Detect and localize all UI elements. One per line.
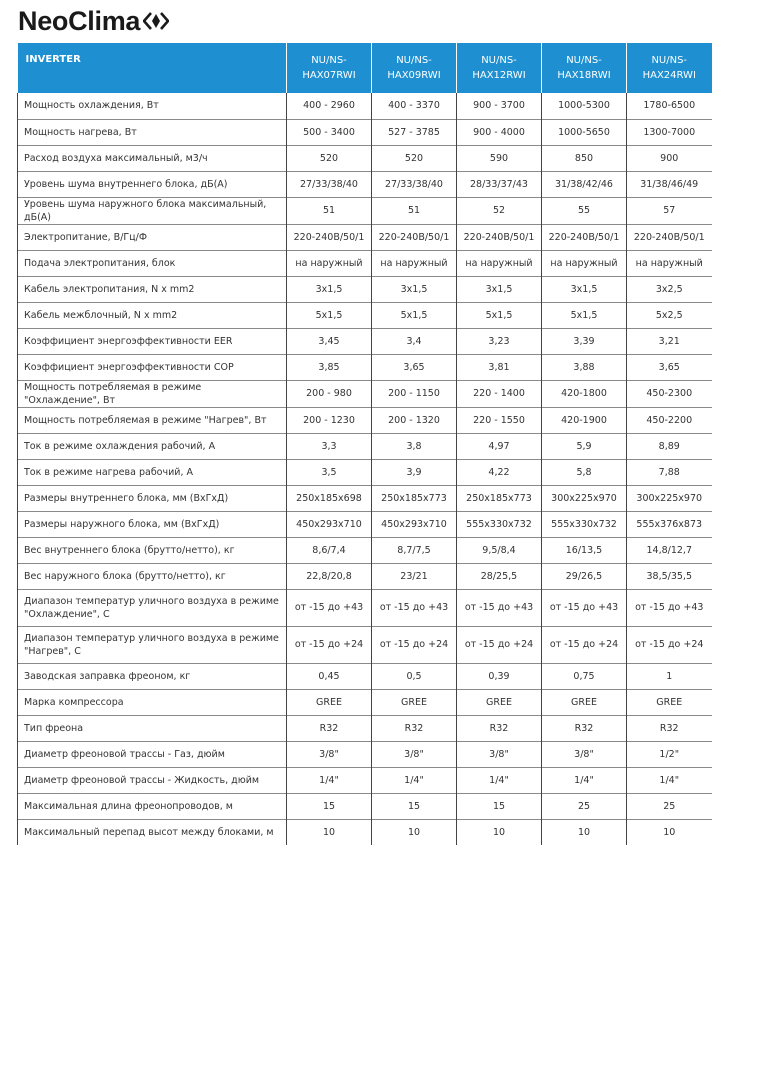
table-cell: 1/4"	[372, 767, 457, 793]
table-cell: GREE	[457, 689, 542, 715]
table-cell: 200 - 1230	[287, 407, 372, 433]
table-cell: 420-1900	[542, 407, 627, 433]
table-cell: 200 - 1150	[372, 380, 457, 407]
table-row	[18, 119, 712, 145]
row-label: Максимальный перепад высот между блоками, м	[18, 819, 287, 845]
table-cell: 3,23	[457, 328, 542, 354]
table-cell: 1780-6500	[627, 93, 712, 119]
table-cell: от -15 до +24	[542, 626, 627, 663]
table-cell: 23/21	[372, 563, 457, 589]
model-header: NU/NS- HAX18RWI	[542, 43, 627, 93]
table-cell: 3/8"	[457, 741, 542, 767]
table-cell: 1000-5650	[542, 119, 627, 145]
table-cell: 3,8	[372, 433, 457, 459]
table-cell: 220 - 1400	[457, 380, 542, 407]
table-row	[18, 626, 712, 663]
table-cell: 0,75	[542, 663, 627, 689]
table-cell: 220-240В/50/1	[457, 224, 542, 250]
table-cell: 1	[627, 663, 712, 689]
table-cell: 3x1,5	[287, 276, 372, 302]
table-cell: 7,88	[627, 459, 712, 485]
table-row	[18, 171, 712, 197]
table-row	[18, 715, 712, 741]
table-cell: 200 - 980	[287, 380, 372, 407]
table-cell: 31/38/46/49	[627, 171, 712, 197]
table-cell: 5,8	[542, 459, 627, 485]
table-cell: 5x2,5	[627, 302, 712, 328]
table-cell: 555x330x732	[457, 511, 542, 537]
table-cell: от -15 до +24	[457, 626, 542, 663]
row-label: Ток в режиме охлаждения рабочий, А	[18, 433, 287, 459]
table-cell: 5x1,5	[287, 302, 372, 328]
table-cell: 250x185x773	[372, 485, 457, 511]
table-row	[18, 589, 712, 626]
table-cell: 0,39	[457, 663, 542, 689]
table-row	[18, 433, 712, 459]
table-row	[18, 819, 712, 845]
table-cell: 16/13,5	[542, 537, 627, 563]
table-cell: 8,7/7,5	[372, 537, 457, 563]
table-row	[18, 767, 712, 793]
table-cell: R32	[457, 715, 542, 741]
table-cell: 1/4"	[542, 767, 627, 793]
model-header: NU/NS- HAX24RWI	[627, 43, 712, 93]
table-row	[18, 380, 712, 407]
row-label: Уровень шума наружного блока максимальный, дБ(А)	[18, 197, 287, 224]
table-cell: 15	[457, 793, 542, 819]
table-cell: 300x225x970	[627, 485, 712, 511]
table-cell: от -15 до +43	[542, 589, 627, 626]
table-cell: 200 - 1320	[372, 407, 457, 433]
table-cell: 500 - 3400	[287, 119, 372, 145]
table-cell: 55	[542, 197, 627, 224]
row-label: Заводская заправка фреоном, кг	[18, 663, 287, 689]
table-cell: 450-2200	[627, 407, 712, 433]
table-cell: 220-240В/50/1	[627, 224, 712, 250]
table-row	[18, 537, 712, 563]
table-row	[18, 485, 712, 511]
table-cell: 15	[372, 793, 457, 819]
row-label: Диаметр фреоновой трассы - Газ, дюйм	[18, 741, 287, 767]
table-header-row	[18, 43, 712, 93]
brand-logo	[18, 3, 169, 39]
row-label: Мощность нагрева, Вт	[18, 119, 287, 145]
table-cell: 520	[372, 145, 457, 171]
table-row	[18, 407, 712, 433]
table-cell: 527 - 3785	[372, 119, 457, 145]
row-label: Мощность охлаждения, Вт	[18, 93, 287, 119]
table-cell: 57	[627, 197, 712, 224]
row-label: Максимальная длина фреонопроводов, м	[18, 793, 287, 819]
table-cell: 900	[627, 145, 712, 171]
brand-name: NeoClima	[18, 5, 141, 36]
table-cell: 3x1,5	[372, 276, 457, 302]
table-row	[18, 511, 712, 537]
table-cell: 900 - 3700	[457, 93, 542, 119]
table-row	[18, 302, 712, 328]
table-row	[18, 224, 712, 250]
table-cell: 1/2"	[627, 741, 712, 767]
row-label: Мощность потребляемая в режиме "Нагрев", Вт	[18, 407, 287, 433]
table-row	[18, 459, 712, 485]
table-row	[18, 197, 712, 224]
table-body	[18, 93, 712, 845]
row-label: Уровень шума внутреннего блока, дБ(А)	[18, 171, 287, 197]
table-cell: 420-1800	[542, 380, 627, 407]
table-cell: 220-240В/50/1	[542, 224, 627, 250]
table-cell: GREE	[372, 689, 457, 715]
model-header: NU/NS- HAX12RWI	[457, 43, 542, 93]
table-cell: 51	[287, 197, 372, 224]
table-cell: на наружный	[287, 250, 372, 276]
table-cell: от -15 до +43	[287, 589, 372, 626]
table-cell: 5x1,5	[542, 302, 627, 328]
table-cell: 3,85	[287, 354, 372, 380]
row-label: Расход воздуха максимальный, м3/ч	[18, 145, 287, 171]
table-cell: 3,3	[287, 433, 372, 459]
table-cell: 14,8/12,7	[627, 537, 712, 563]
table-cell: 300x225x970	[542, 485, 627, 511]
table-cell: 8,89	[627, 433, 712, 459]
table-row	[18, 328, 712, 354]
table-cell: R32	[287, 715, 372, 741]
model-header: NU/NS- HAX09RWI	[372, 43, 457, 93]
table-cell: 25	[542, 793, 627, 819]
table-cell: 1/4"	[457, 767, 542, 793]
table-cell: 3,81	[457, 354, 542, 380]
row-label: Марка компрессора	[18, 689, 287, 715]
table-cell: от -15 до +24	[627, 626, 712, 663]
row-label: Диапазон температур уличного воздуха в режиме "Нагрев", С	[18, 626, 287, 663]
table-cell: 29/26,5	[542, 563, 627, 589]
table-cell: GREE	[542, 689, 627, 715]
table-cell: 3,5	[287, 459, 372, 485]
table-cell: на наружный	[457, 250, 542, 276]
row-label: Коэффициент энергоэффективности COP	[18, 354, 287, 380]
table-cell: 10	[287, 819, 372, 845]
table-cell: 3/8"	[542, 741, 627, 767]
row-label: Вес наружного блока (брутто/нетто), кг	[18, 563, 287, 589]
table-cell: 3,4	[372, 328, 457, 354]
table-cell: 1000-5300	[542, 93, 627, 119]
table-cell: 220-240В/50/1	[287, 224, 372, 250]
table-cell: 3x1,5	[457, 276, 542, 302]
row-label: Диапазон температур уличного воздуха в режиме "Охлаждение", С	[18, 589, 287, 626]
table-cell: от -15 до +43	[457, 589, 542, 626]
table-cell: 3,65	[627, 354, 712, 380]
table-cell: 450-2300	[627, 380, 712, 407]
table-cell: 450x293x710	[287, 511, 372, 537]
table-cell: от -15 до +24	[287, 626, 372, 663]
table-cell: 3x2,5	[627, 276, 712, 302]
table-cell: 3/8"	[372, 741, 457, 767]
table-cell: 25	[627, 793, 712, 819]
table-cell: 220 - 1550	[457, 407, 542, 433]
row-label: Электропитание, В/Гц/Ф	[18, 224, 287, 250]
table-cell: 28/25,5	[457, 563, 542, 589]
table-cell: 3,39	[542, 328, 627, 354]
table-row	[18, 250, 712, 276]
row-label: Мощность потребляемая в режиме "Охлаждение", Вт	[18, 380, 287, 407]
table-cell: 3,88	[542, 354, 627, 380]
table-cell: 38,5/35,5	[627, 563, 712, 589]
row-label: Ток в режиме нагрева рабочий, А	[18, 459, 287, 485]
table-row	[18, 563, 712, 589]
table-row	[18, 741, 712, 767]
table-row	[18, 276, 712, 302]
table-cell: 27/33/38/40	[287, 171, 372, 197]
table-cell: 4,22	[457, 459, 542, 485]
table-cell: 900 - 4000	[457, 119, 542, 145]
table-cell: 3,45	[287, 328, 372, 354]
table-row	[18, 663, 712, 689]
table-cell: 10	[627, 819, 712, 845]
table-cell: 1/4"	[287, 767, 372, 793]
table-cell: GREE	[287, 689, 372, 715]
table-cell: 3,9	[372, 459, 457, 485]
row-label: Кабель электропитания, N x mm2	[18, 276, 287, 302]
table-cell: 3,65	[372, 354, 457, 380]
table-row	[18, 145, 712, 171]
table-cell: на наружный	[627, 250, 712, 276]
table-cell: 0,45	[287, 663, 372, 689]
table-cell: 10	[457, 819, 542, 845]
table-cell: 1/4"	[627, 767, 712, 793]
row-label: Вес внутреннего блока (брутто/нетто), кг	[18, 537, 287, 563]
table-cell: 5x1,5	[457, 302, 542, 328]
table-cell: 9,5/8,4	[457, 537, 542, 563]
table-cell: R32	[542, 715, 627, 741]
specifications-table	[17, 43, 712, 845]
table-cell: 4,97	[457, 433, 542, 459]
table-cell: от -15 до +43	[372, 589, 457, 626]
row-label: Кабель межблочный, N x mm2	[18, 302, 287, 328]
table-cell: R32	[372, 715, 457, 741]
table-cell: 5x1,5	[372, 302, 457, 328]
table-cell: 5,9	[542, 433, 627, 459]
table-cell: 250x185x698	[287, 485, 372, 511]
table-row	[18, 354, 712, 380]
row-label: Диаметр фреоновой трассы - Жидкость, дюйм	[18, 767, 287, 793]
table-cell: от -15 до +24	[372, 626, 457, 663]
table-cell: 8,6/7,4	[287, 537, 372, 563]
table-cell: 450x293x710	[372, 511, 457, 537]
table-cell: 27/33/38/40	[372, 171, 457, 197]
table-cell: 51	[372, 197, 457, 224]
table-cell: R32	[627, 715, 712, 741]
table-cell: на наружный	[372, 250, 457, 276]
table-cell: 555x376x873	[627, 511, 712, 537]
row-label: Размеры наружного блока, мм (ВхГхД)	[18, 511, 287, 537]
table-cell: 400 - 2960	[287, 93, 372, 119]
row-label: Подача электропитания, блок	[18, 250, 287, 276]
table-row	[18, 689, 712, 715]
table-cell: 10	[542, 819, 627, 845]
table-cell: 220-240В/50/1	[372, 224, 457, 250]
table-cell: 250x185x773	[457, 485, 542, 511]
row-label: Тип фреона	[18, 715, 287, 741]
table-cell: 22,8/20,8	[287, 563, 372, 589]
row-label: Размеры внутреннего блока, мм (ВхГхД)	[18, 485, 287, 511]
table-cell: 0,5	[372, 663, 457, 689]
table-cell: 1300-7000	[627, 119, 712, 145]
table-cell: 28/33/37/43	[457, 171, 542, 197]
model-header: NU/NS- HAX07RWI	[287, 43, 372, 93]
table-cell: от -15 до +43	[627, 589, 712, 626]
table-cell: 3/8"	[287, 741, 372, 767]
table-row	[18, 93, 712, 119]
table-cell: 590	[457, 145, 542, 171]
table-cell: 52	[457, 197, 542, 224]
table-cell: GREE	[627, 689, 712, 715]
table-cell: 3x1,5	[542, 276, 627, 302]
row-label: Коэффициент энергоэффективности EER	[18, 328, 287, 354]
table-cell: 555x330x732	[542, 511, 627, 537]
table-row	[18, 793, 712, 819]
table-cell: 15	[287, 793, 372, 819]
table-cell: 31/38/42/46	[542, 171, 627, 197]
table-cell: 850	[542, 145, 627, 171]
table-cell: 400 - 3370	[372, 93, 457, 119]
table-cell: 520	[287, 145, 372, 171]
table-cell: 3,21	[627, 328, 712, 354]
diamond-arrows-icon	[143, 11, 169, 31]
table-cell: на наружный	[542, 250, 627, 276]
table-cell: 10	[372, 819, 457, 845]
header-title: INVERTER	[18, 43, 287, 93]
